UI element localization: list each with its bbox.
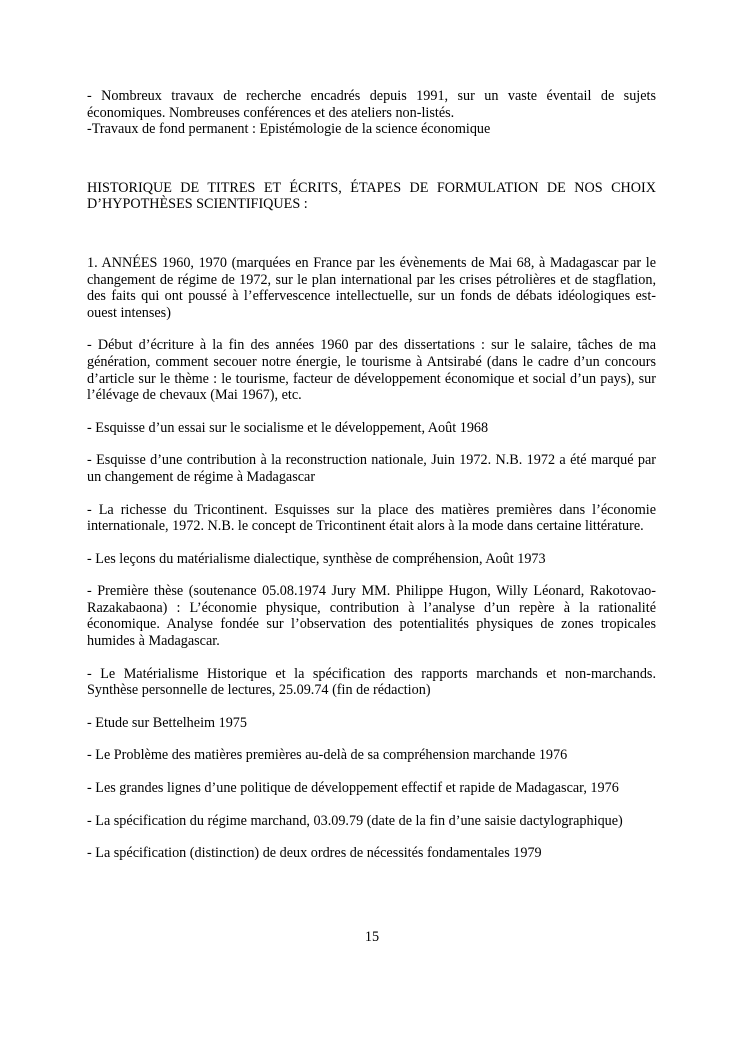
list-item: - La richesse du Tricontinent. Esquisses sur la place des matières premières dans l’économie internationale, 1972. N.B. le concept de Tricontinent était alors à la mode dans certaine littérature.: [87, 501, 656, 535]
list-item: - Etude sur Bettelheim 1975: [87, 714, 247, 731]
list-item: - Le Matérialisme Historique et la spécification des rapports marchands et non-marchands. Synthèse personnelle de lectures, 25.09.74 (fin de rédaction): [87, 665, 656, 699]
list-item: - Les grandes lignes d’une politique de développement effectif et rapide de Madagascar, 1976: [87, 780, 619, 797]
list-item: - La spécification (distinction) de deux ordres de nécessités fondamentales 1979: [87, 845, 542, 862]
intro-paragraph-2: -Travaux de fond permanent : Epistémologie de la science économique: [87, 121, 491, 138]
list-item: - Le Problème des matières premières au-delà de sa compréhension marchande 1976: [87, 747, 568, 764]
section-1-title: 1. ANNÉES 1960, 1970 (marquées en France par les évènements de Mai 68, à Madagascar par le changement de régime de 1972, sur le plan international par les crises pétrolières et de stagflation, des faits qui ont poussé à l’effervescence intellectuelle, sur un fonds de débats idéologiques est-ouest intenses): [87, 254, 656, 321]
list-item: - Première thèse (soutenance 05.08.1974 Jury MM. Philippe Hugon, Willy Léonard, Rakotovao-Razakabaona) : L’économie physique, contribution à l’analyse d’un repère à la rationalité économique. Analyse fondée sur l’observation des potentialités physiques de zones tropicales humides à Madagascar.: [87, 583, 656, 650]
page-number: 15: [364, 929, 380, 945]
list-item: - La spécification du régime marchand, 03.09.79 (date de la fin d’une saisie dactylographique): [87, 812, 623, 829]
list-item: - Esquisse d’un essai sur le socialisme et le développement, Août 1968: [87, 419, 489, 436]
intro-paragraph-1: - Nombreux travaux de recherche encadrés depuis 1991, sur un vaste éventail de sujets économiques. Nombreuses conférences et des ateliers non-listés.: [87, 88, 656, 121]
list-item: - Esquisse d’une contribution à la reconstruction nationale, Juin 1972. N.B. 1972 a été marqué par un changement de régime à Madagascar: [87, 452, 656, 485]
list-item: - Les leçons du matérialisme dialectique, synthèse de compréhension, Août 1973: [87, 550, 546, 567]
list-item: - Début d’écriture à la fin des années 1960 par des dissertations : sur le salaire, tâches de ma génération, comment secouer notre énergie, le tourisme à Antsirabé (dans le cadre d’un concours d’article sur le thème : le tourisme, facteur de développement économique et social d’un pays), sur l’élévage de chevaux (Mai 1967), etc.: [87, 337, 656, 404]
section-heading: HISTORIQUE DE TITRES ET ÉCRITS, ÉTAPES DE FORMULATION DE NOS CHOIX D’HYPOTHÈSES SCIENTIFIQUES :: [87, 179, 656, 213]
page-body: [87, 88, 656, 862]
